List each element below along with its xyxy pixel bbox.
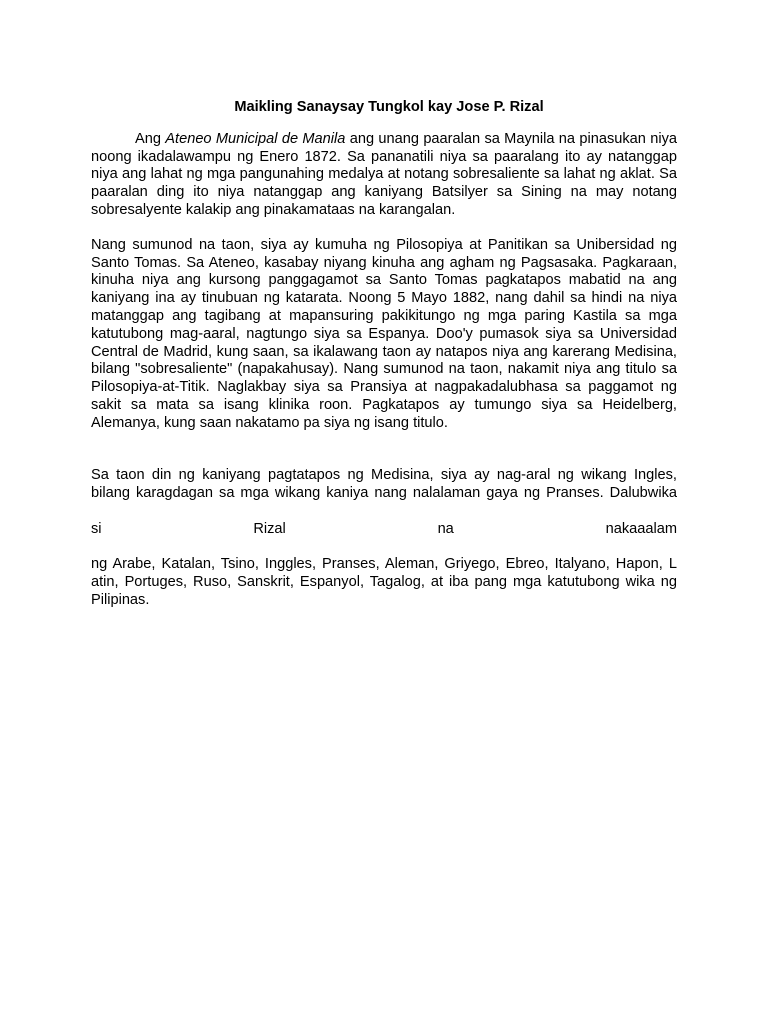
paragraph-ateneo-lead: Ang bbox=[135, 130, 166, 147]
document-body bbox=[91, 99, 677, 645]
paragraph-languages-part1: Sa taon din ng kaniyang pagtatapos ng Medisina, siya ay nag-aral ng wikang Ingles, bilang karagdagan sa mga wikang kaniya nang nalalaman gaya ng Pranses. Dalubwika bbox=[91, 467, 677, 502]
ateneo-name: Ateneo Municipal de Manila bbox=[165, 130, 346, 147]
paragraph-languages-part3: ng Arabe, Katalan, Tsino, Inggles, Pranses, Aleman, Griyego, Ebreo, Italyano, Hapon, L atin, Portuges, Ruso, Sanskrit, Espanyol, Tagalog, at iba pang mga katutubong wika ng Pilipinas. bbox=[91, 556, 677, 608]
paragraph-languages-part2: si Rizal na nakaaalam bbox=[91, 520, 677, 537]
document-title: Maikling Sanaysay Tungkol kay Jose P. Rizal bbox=[234, 99, 544, 115]
paragraph-ateneo bbox=[91, 131, 677, 220]
paragraph-languages bbox=[91, 450, 677, 628]
paragraph-ateneo-text: ang unang paaralan sa Maynila na pinasukan niya noong ikadalawampu ng Enero 1872. Sa pananatili niya sa paaralang ito ay natanggap niya ang lahat ng mga pangunahing medalya at notang sobresaliente sa lahat ng aklat. Sa paaralan ding ito niya natanggap ang kaniyang Batsilyer sa Sining na may notang sobresalyente kalakip ang pinakamataas na karangalan. bbox=[91, 130, 677, 218]
paragraph-studies: Nang sumunod na taon, siya ay kumuha ng Pilosopiya at Panitikan sa Unibersidad ng Santo Tomas. Sa Ateneo, kasabay niyang kinuha ang agham ng Pagsasaka. Pagkaraan, kinuha niya ang kursong panggagamot sa Santo Tomas pagkatapos mabatid na ang kaniyang ina ay tinubuan ng katarata. Noong 5 Mayo 1882, nang dahil sa hindi na niya matanggap ang tagibang at mapansuring pakikitungo ng mga paring Kastila sa mga katutubong mag-aaral, nagtungo siya sa Espanya. Doo'y pumasok siya sa Universidad Central de Madrid, kung saan, sa ikalawang taon ay natapos niya ang karerang Medisina, bilang "sobresaliente" (napakahusay). Nang sumunod na taon, nakamit niya ang titulo sa Pilosopiya-at-Titik. Naglakbay siya sa Pransiya at nagpakadalubhasa sa paggamot ng sakit sa mata sa isang klinika roon. Pagkatapos ay tumungo siya sa Heidelberg, Alemanya, kung saan nakatamo pa siya ng isang titulo. bbox=[91, 236, 677, 431]
